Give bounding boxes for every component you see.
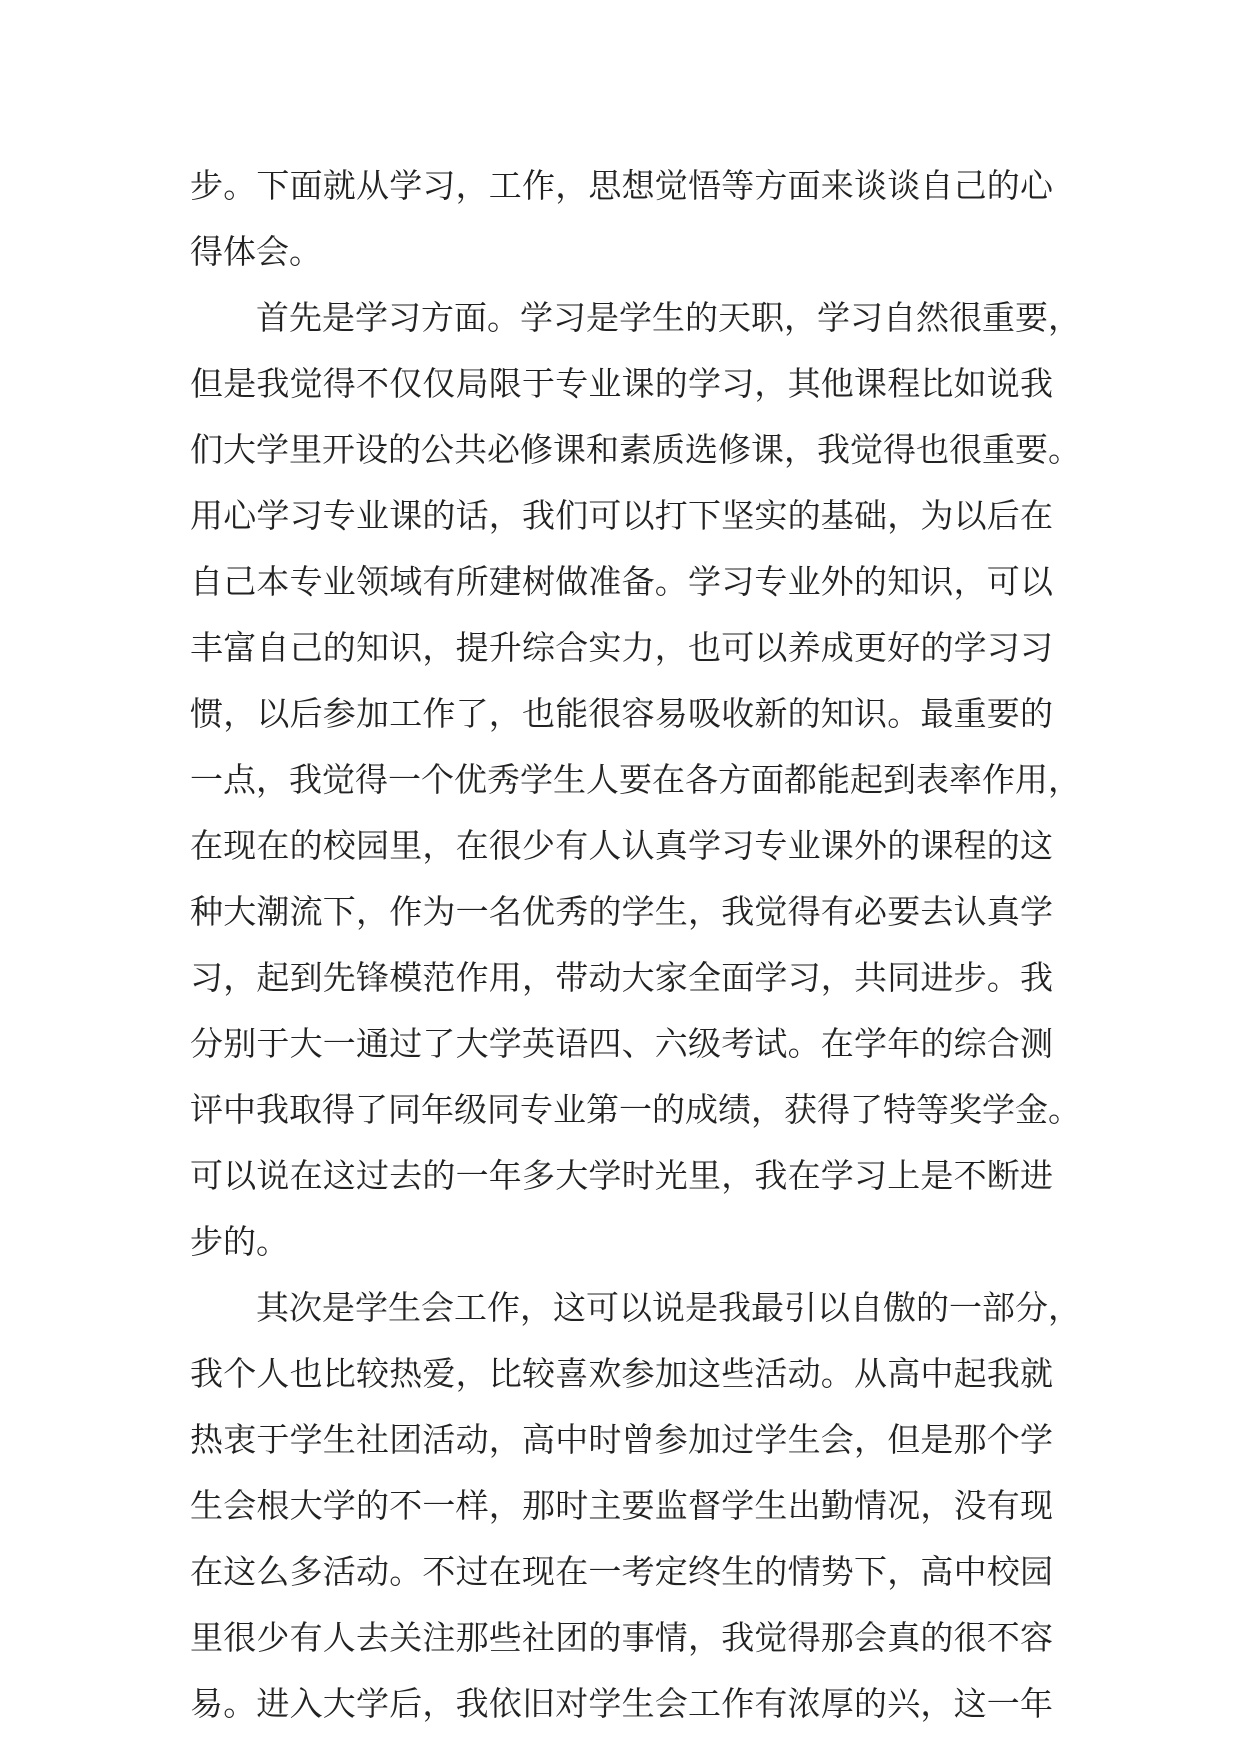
text-line: 评中我取得了同年级同专业第一的成绩，获得了特等奖学金。 (190, 1090, 1081, 1129)
text-line: 里很少有人去关注那些社团的事情，我觉得那会真的很不容 (190, 1618, 1053, 1657)
text-line: 步。下面就从学习，工作，思想觉悟等方面来谈谈自己的心 (190, 166, 1053, 205)
text-line: 们大学里开设的公共必修课和素质选修课，我觉得也很重要。 (190, 430, 1081, 469)
text-line: 热衷于学生社团活动，高中时曾参加过学生会，但是那个学 (190, 1420, 1053, 1459)
text-line: 但是我觉得不仅仅局限于专业课的学习，其他课程比如说我 (190, 364, 1053, 403)
text-line: 自己本专业领域有所建树做准备。学习专业外的知识，可以 (190, 562, 1053, 601)
paragraph-start-line: 首先是学习方面。学习是学生的天职，学习自然很重要， (256, 298, 1081, 337)
text-line: 我个人也比较热爱，比较喜欢参加这些活动。从高中起我就 (190, 1354, 1053, 1393)
text-line: 得体会。 (190, 232, 322, 271)
text-line: 分别于大一通过了大学英语四、六级考试。在学年的综合测 (190, 1024, 1053, 1063)
text-line: 惯，以后参加工作了，也能很容易吸收新的知识。最重要的 (190, 694, 1053, 733)
text-line: 步的。 (190, 1222, 289, 1261)
text-line: 习，起到先锋模范作用，带动大家全面学习，共同进步。我 (190, 958, 1053, 997)
text-line: 用心学习专业课的话，我们可以打下坚实的基础，为以后在 (190, 496, 1053, 535)
text-line: 在这么多活动。不过在现在一考定终生的情势下，高中校园 (190, 1552, 1053, 1591)
text-line: 种大潮流下，作为一名优秀的学生，我觉得有必要去认真学 (190, 892, 1053, 931)
text-line: 丰富自己的知识，提升综合实力，也可以养成更好的学习习 (190, 628, 1053, 667)
text-line: 一点，我觉得一个优秀学生人要在各方面都能起到表率作用， (190, 760, 1081, 799)
body-text (190, 153, 1081, 1737)
text-line: 在现在的校园里，在很少有人认真学习专业课外的课程的这 (190, 826, 1053, 865)
text-line: 易。进入大学后，我依旧对学生会工作有浓厚的兴，这一年 (190, 1684, 1053, 1723)
text-line: 生会根大学的不一样，那时主要监督学生出勤情况，没有现 (190, 1486, 1053, 1525)
text-line: 可以说在这过去的一年多大学时光里，我在学习上是不断进 (190, 1156, 1053, 1195)
paragraph-start-line: 其次是学生会工作，这可以说是我最引以自傲的一部分， (256, 1288, 1081, 1327)
